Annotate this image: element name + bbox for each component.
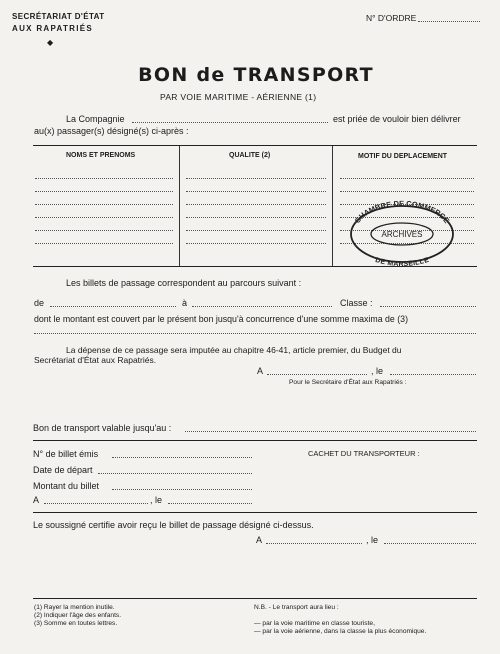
table-top-rule <box>33 145 477 146</box>
column-header-reason: MOTIF DU DEPLACEMENT <box>358 153 448 160</box>
quality-field[interactable] <box>186 191 326 192</box>
budget-date-field[interactable] <box>390 374 476 375</box>
route-intro-text: Les billets de passage correspondent au parcours suivant : <box>66 278 302 288</box>
ticket-place-label: A <box>33 495 40 505</box>
quality-field[interactable] <box>186 230 326 231</box>
amount-text: dont le montant est couvert par le présent bon jusqu'à concurrence d'une somme maxima de (3) <box>34 314 409 324</box>
footnote-2: (2) Indiquer l'âge des enfants. <box>34 612 122 619</box>
quality-field[interactable] <box>186 243 326 244</box>
route-from-field[interactable] <box>50 306 176 307</box>
stamp-top-text: CHAMBRE DE COMMERCE <box>352 198 452 225</box>
ticket-date-field[interactable] <box>168 503 252 504</box>
budget-date-label: , le <box>371 366 384 376</box>
svg-text:CHAMBRE DE COMMERCE <box>353 199 452 225</box>
receipt-place-label: A <box>256 535 263 545</box>
order-number-label: N° D'ORDRE <box>366 13 417 23</box>
footnote-1: (1) Rayer la mention inutile. <box>34 604 115 611</box>
ticket-amount-label: Montant du billet <box>33 481 100 491</box>
budget-text-continued: Secrétariat d'État aux Rapatriés. <box>34 355 157 365</box>
diamond-ornament: ◆ <box>47 38 54 47</box>
archives-stamp <box>342 196 462 266</box>
name-field[interactable] <box>35 243 173 244</box>
stamp-center-text: ARCHIVES <box>381 230 423 239</box>
amount-field[interactable] <box>34 333 476 334</box>
nb-maritime: — par la voie maritime en classe touriste, <box>254 620 375 627</box>
name-field[interactable] <box>35 178 173 179</box>
validity-field[interactable] <box>185 431 476 432</box>
route-to-label: à <box>182 298 188 308</box>
route-to-field[interactable] <box>192 306 332 307</box>
route-from-label: de <box>34 298 45 308</box>
carrier-stamp-label: CACHET DU TRANSPORTEUR : <box>308 449 420 458</box>
company-field[interactable] <box>132 122 328 123</box>
quality-field[interactable] <box>186 178 326 179</box>
organization-name: SECRÉTARIAT D'ÉTAT <box>12 12 105 21</box>
name-field[interactable] <box>35 217 173 218</box>
name-field[interactable] <box>35 230 173 231</box>
departure-date-label: Date de départ <box>33 465 93 475</box>
organization-subtitle: AUX RAPATRIÉS <box>12 24 94 33</box>
signatory-label: Pour le Secrétaire d'État aux Rapatriés : <box>289 379 407 386</box>
receipt-date-field[interactable] <box>384 543 476 544</box>
class-field[interactable] <box>380 306 476 307</box>
receipt-date-label: , le <box>366 535 379 545</box>
ticket-amount-field[interactable] <box>112 489 252 490</box>
column-header-quality: QUALITE (2) <box>229 152 271 159</box>
nb-aerial: — par la voie aérienne, dans la classe la plus économique. <box>254 628 427 635</box>
column-header-names: NOMS ET PRENOMS <box>66 152 136 159</box>
section-rule <box>33 512 477 513</box>
stamp-bottom-text: DE MARSEILLE <box>374 256 430 266</box>
document-title: BON de TRANSPORT <box>138 64 374 86</box>
company-label: La Compagnie <box>66 114 125 124</box>
section-rule <box>33 440 477 441</box>
quality-field[interactable] <box>186 217 326 218</box>
ticket-date-label: , le <box>150 495 163 505</box>
name-field[interactable] <box>35 204 173 205</box>
reason-field[interactable] <box>340 191 474 192</box>
name-field[interactable] <box>35 191 173 192</box>
budget-place-field[interactable] <box>267 374 367 375</box>
class-label: Classe : <box>340 298 373 308</box>
ticket-place-field[interactable] <box>44 503 148 504</box>
budget-text: La dépense de ce passage sera imputée au chapitre 46-41, article premier, du Budget du <box>66 345 402 355</box>
order-number-field[interactable] <box>418 21 480 22</box>
company-request-text: est priée de vouloir bien délivrer <box>333 114 461 124</box>
ticket-number-label: N° de billet émis <box>33 449 99 459</box>
transport-mode-subtitle: PAR VOIE MARITIME - AÉRIENNE (1) <box>160 92 317 102</box>
svg-text:DE MARSEILLE <box>374 257 430 266</box>
receipt-statement: Le soussigné certifie avoir reçu le billet de passage désigné ci-dessus. <box>33 520 314 530</box>
footnote-3: (3) Somme en toutes lettres. <box>34 620 118 627</box>
receipt-place-field[interactable] <box>266 543 362 544</box>
budget-place-label: A <box>257 366 264 376</box>
departure-date-field[interactable] <box>98 473 252 474</box>
footer-rule <box>33 598 477 599</box>
table-divider-1 <box>179 146 180 266</box>
ticket-number-field[interactable] <box>112 457 252 458</box>
nb-title: N.B. - Le transport aura lieu : <box>254 604 339 611</box>
reason-field[interactable] <box>340 178 474 179</box>
validity-label: Bon de transport valable jusqu'au : <box>33 423 172 433</box>
table-divider-2 <box>332 146 333 266</box>
quality-field[interactable] <box>186 204 326 205</box>
table-bottom-rule <box>33 266 477 267</box>
passengers-intro-text: au(x) passager(s) désigné(s) ci-après : <box>34 126 189 136</box>
